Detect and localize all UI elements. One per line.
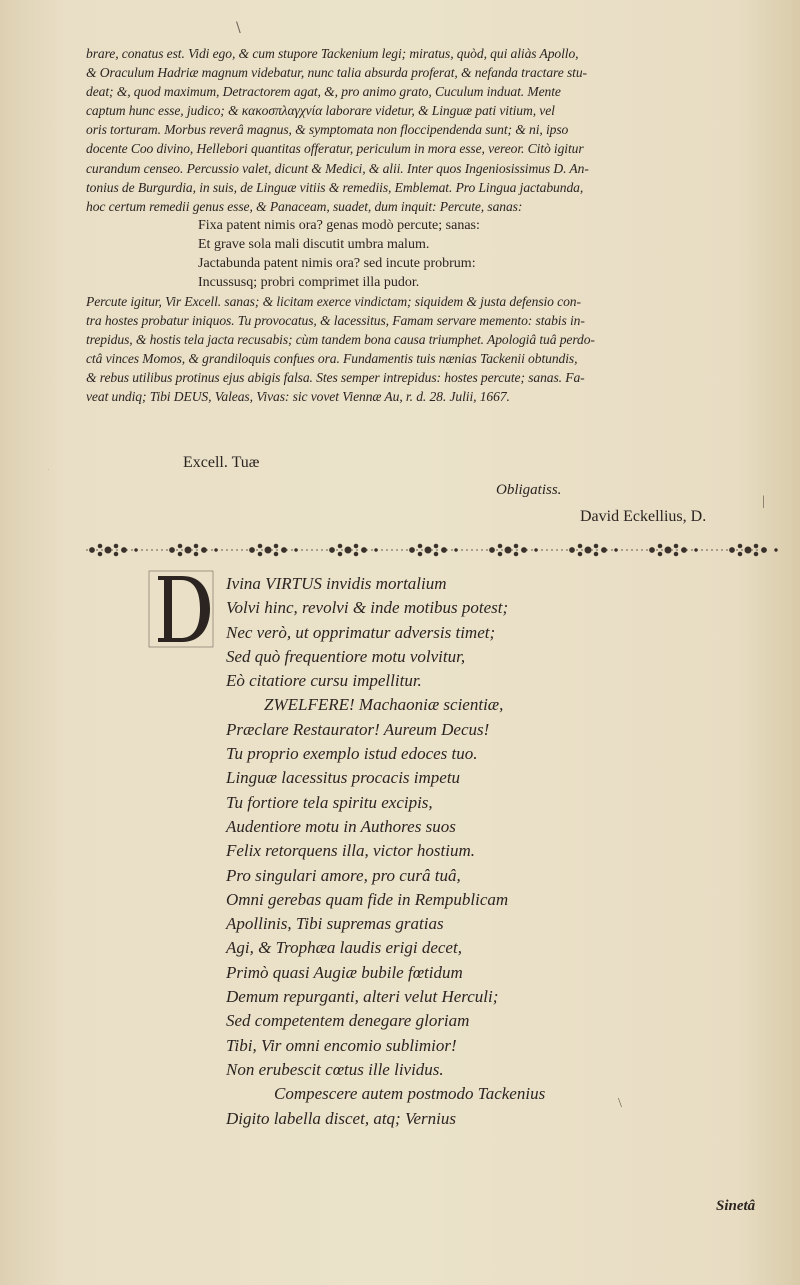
poem-line: Compescere autem postmodo Tackenius xyxy=(274,1084,546,1104)
ornament-divider xyxy=(86,538,766,562)
margin-mark-right: \ xyxy=(618,1096,622,1111)
poem-line: Sed competentem denegare gloriam xyxy=(226,1011,470,1031)
poem-line: Volvi hinc, revolvi & inde motibus potest; xyxy=(226,598,509,618)
text-line: docente Coo divino, Hellebori quantitas offeratur, periculum in mora esse, vereor. Citò igitur xyxy=(86,141,584,157)
text-line: curandum censeo. Percussio valet, dicunt & Medici, & alii. Inter quos Ingeniosissimus D. An- xyxy=(86,160,589,176)
text-line: Jactabunda patent nimis ora? sed incute probrum: xyxy=(198,255,476,271)
text-line: captum hunc esse, judico; & κακοσπλαγχνία laborare videtur, & Linguæ pati vitium, vel xyxy=(86,103,555,119)
letter-text xyxy=(86,44,768,406)
catchword: Sinetâ xyxy=(716,1198,756,1214)
text-line: ctâ vinces Momos, & grandiloquis confues ora. Fundamentis tuis nænias Tackenii obtundis, xyxy=(86,351,578,367)
text-line: tra hostes probatur iniquos. Tu provocatus, & lacessitus, Famam servare memento: stabis in- xyxy=(86,312,585,328)
letter-paragraph-1 xyxy=(86,44,768,216)
poem-line: ZWELFERE! Machaoniæ scientiæ, xyxy=(264,695,504,715)
poem-line: Præclare Restaurator! Aureum Decus! xyxy=(226,719,490,739)
poem-line: Tu proprio exemplo istud edoces tuo. xyxy=(226,744,478,764)
closing-excell: Excell. Tuæ xyxy=(183,454,260,471)
quoted-verse xyxy=(86,216,768,292)
poem-line: Omni gerebas quam fide in Rempublicam xyxy=(226,889,509,909)
poem-line: Tibi, Vir omni encomio sublimior! xyxy=(226,1035,457,1055)
poem-line: Audentiore motu in Authores suos xyxy=(226,816,456,836)
poem-line: Eò citatiore cursu impellitur. xyxy=(226,671,422,691)
poem-line: Apollinis, Tibi supremas gratias xyxy=(226,914,444,934)
closing-obligatiss: Obligatiss. xyxy=(496,482,562,498)
text-line: & Oraculum Hadriæ magnum videbatur, nunc talia absurda proferat, & nefanda tractare stu- xyxy=(86,65,587,81)
letter-paragraph-2 xyxy=(86,292,768,407)
text-line: oris torturam. Morbus reverâ magnus, & symptomata non floccipendenda sunt; & ni, ipso xyxy=(86,122,569,138)
text-line: brare, conatus est. Vidi ego, & cum stupore Tackenium legi; miratus, quòd, qui aliàs Apollo, xyxy=(86,46,579,61)
poem-line: Ivina VIRTUS invidis mortalium xyxy=(226,574,447,593)
drop-cap-letter: D xyxy=(48,470,49,471)
text-line: Fixa patent nimis ora? genas modò percute; sanas: xyxy=(198,217,480,233)
text-line: veat undiq; Tibi DEUS, Valeas, Vivas: sic vovet Viennæ Au, r. d. 28. Julii, 1667. xyxy=(86,389,510,405)
poem-line: Digito labella discet, atq; Vernius xyxy=(226,1108,456,1128)
poem-line: Non erubescit cœtus ille lividus. xyxy=(226,1059,444,1079)
drop-cap-initial xyxy=(48,470,214,648)
poem-line: Demum repurganti, alteri velut Herculi; xyxy=(226,987,499,1007)
poem-text xyxy=(226,572,766,1131)
poem-line: Tu fortiore tela spiritu excipis, xyxy=(226,792,433,812)
signature-name: David Eckellius, D. xyxy=(580,508,707,525)
text-line: Incussusq; probri comprimet illa pudor. xyxy=(198,274,420,290)
top-margin-mark: \ xyxy=(236,20,241,36)
text-line: tonius de Burgurdia, in suis, de Linguæ vitiis & remediis, Emblemat. Pro Lingua jactabunda, xyxy=(86,179,584,195)
text-line: Et grave sola mali discutit umbra malum. xyxy=(198,236,430,252)
poem-line: Pro singulari amore, pro curâ tuâ, xyxy=(226,865,461,885)
poem-line: Primò quasi Augiæ bubile fœtidum xyxy=(226,962,463,982)
poem-line: Sed quò frequentiore motu volvitur, xyxy=(226,646,466,666)
poem-line: Felix retorquens illa, victor hostium. xyxy=(226,841,475,861)
text-line: Percute igitur, Vir Excell. sanas; & licitam exerce vindictam; siquidem & justa defensio con- xyxy=(86,293,581,309)
text-line: hoc certum remedii genus esse, & Panaceam, suadet, dum inquit: Percute, sanas: xyxy=(86,198,523,214)
poem-line: Agi, & Trophæa laudis erigi decet, xyxy=(226,938,462,958)
text-line: trepidus, & hostis tela jacta recusabis; cùm tandem bona causa triumphet. Apologiâ tuâ perdo- xyxy=(86,332,595,348)
text-line: deat; &, quod maximum, Detractorem agat, &, pro animo grato, Cuculum induat. Mente xyxy=(86,84,561,100)
margin-mark-edge: | xyxy=(762,494,765,509)
poem-line: Linguæ lacessitus procacis impetu xyxy=(226,768,461,788)
poem-line: Nec verò, ut opprimatur adversis timet; xyxy=(226,622,496,642)
text-line: & rebus utilibus protinus ejus abigis falsa. Stes semper intrepidus: hostes percute; sanas. Fa- xyxy=(86,370,585,386)
